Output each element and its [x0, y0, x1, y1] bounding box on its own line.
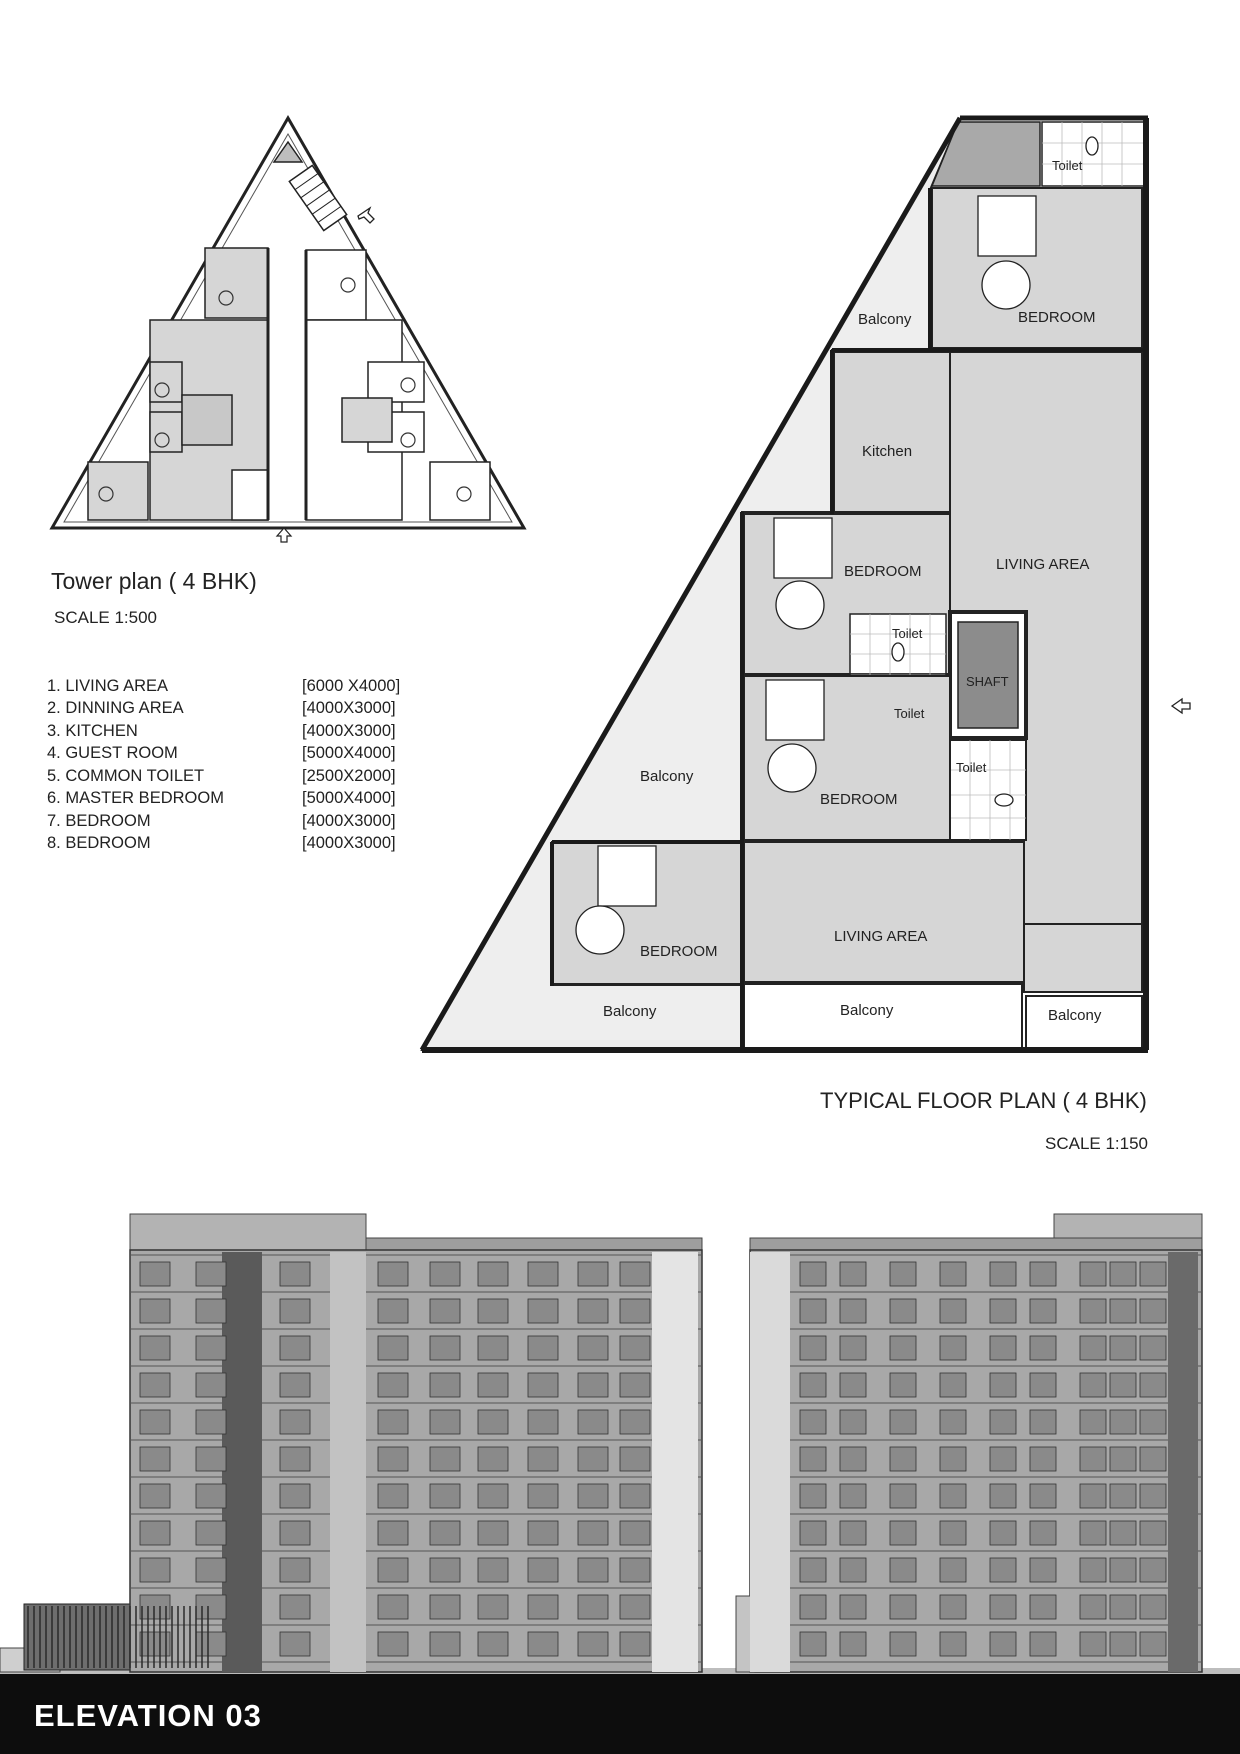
- window-bay: [990, 1299, 1016, 1323]
- window-bay: [478, 1447, 508, 1471]
- window-bay: [890, 1373, 916, 1397]
- tower-plan-scale: SCALE 1:500: [54, 608, 158, 627]
- window-bay: [1110, 1521, 1136, 1545]
- schedule-room-name: 3. KITCHEN: [47, 721, 138, 740]
- label-balcony-bottom-right: Balcony: [1048, 1007, 1102, 1024]
- label-shaft: SHAFT: [966, 674, 1009, 689]
- window-bay: [378, 1521, 408, 1545]
- window-bay: [1030, 1373, 1056, 1397]
- schedule-row: [47, 675, 447, 698]
- window-bay: [940, 1558, 966, 1582]
- window-bay: [140, 1558, 170, 1582]
- schedule-row: [47, 720, 447, 743]
- window-bay: [1030, 1410, 1056, 1434]
- window-bay: [378, 1595, 408, 1619]
- window-bay: [478, 1558, 508, 1582]
- schedule-row: [47, 743, 447, 766]
- window-bay: [800, 1521, 826, 1545]
- column-band: [330, 1252, 366, 1672]
- window-bay: [800, 1262, 826, 1286]
- schedule-room-size: [5000X4000]: [302, 744, 396, 763]
- window-bay: [1030, 1336, 1056, 1360]
- living-bottom-corner: [1024, 924, 1142, 992]
- corner-block: [932, 122, 1040, 186]
- window-bay: [378, 1632, 408, 1656]
- window-bay: [1030, 1262, 1056, 1286]
- window-bay: [840, 1299, 866, 1323]
- window-bay: [1080, 1521, 1106, 1545]
- window-bay: [940, 1521, 966, 1545]
- window-bay: [196, 1262, 226, 1286]
- window-bay: [478, 1484, 508, 1508]
- window-bay: [940, 1373, 966, 1397]
- schedule-room-name: 8. BEDROOM: [47, 834, 151, 853]
- window-bay: [1140, 1558, 1166, 1582]
- window-bay: [620, 1336, 650, 1360]
- window-bay: [1080, 1262, 1106, 1286]
- window-bay: [620, 1632, 650, 1656]
- window-bay: [1030, 1484, 1056, 1508]
- window-bay: [578, 1262, 608, 1286]
- toilet-c-wc-icon: [995, 794, 1013, 806]
- window-bay: [528, 1484, 558, 1508]
- window-bay: [620, 1484, 650, 1508]
- window-bay: [1080, 1373, 1106, 1397]
- window-bay: [1110, 1632, 1136, 1656]
- window-bay: [430, 1299, 460, 1323]
- living-area-bottom: [744, 842, 1024, 982]
- tower-left-wing: [88, 248, 268, 520]
- floor-plan-title: TYPICAL FLOOR PLAN ( 4 BHK): [820, 1088, 1147, 1113]
- window-bay: [1140, 1336, 1166, 1360]
- window-bay: [578, 1373, 608, 1397]
- white-bay: [750, 1252, 790, 1672]
- window-bay: [280, 1484, 310, 1508]
- window-bay: [140, 1521, 170, 1545]
- window-bay: [430, 1410, 460, 1434]
- window-bay: [1080, 1410, 1106, 1434]
- window-bay: [1080, 1484, 1106, 1508]
- window-bay: [990, 1595, 1016, 1619]
- label-toilet-c: Toilet: [956, 760, 987, 775]
- label-bedroom-bottom-left: BEDROOM: [640, 943, 718, 960]
- window-bay: [378, 1410, 408, 1434]
- window-bay: [578, 1299, 608, 1323]
- label-toilet-b: Toilet: [894, 706, 925, 721]
- window-bay: [378, 1299, 408, 1323]
- schedule-row: [47, 810, 447, 833]
- window-bay: [800, 1447, 826, 1471]
- window-bay: [940, 1410, 966, 1434]
- window-bay: [1110, 1410, 1136, 1434]
- window-bay: [840, 1410, 866, 1434]
- window-bay: [890, 1595, 916, 1619]
- schedule-row: [47, 788, 447, 811]
- window-bay: [478, 1410, 508, 1434]
- window-bay: [378, 1447, 408, 1471]
- window-bay: [1110, 1484, 1136, 1508]
- window-bay: [840, 1521, 866, 1545]
- window-bay: [1110, 1558, 1136, 1582]
- label-bedroom-top: BEDROOM: [1018, 309, 1096, 326]
- window-bay: [430, 1521, 460, 1545]
- window-bay: [196, 1299, 226, 1323]
- window-bay: [1080, 1632, 1106, 1656]
- schedule-row: [47, 765, 447, 788]
- window-bay: [620, 1410, 650, 1434]
- window-bay: [840, 1262, 866, 1286]
- window-bay: [140, 1410, 170, 1434]
- window-bay: [1140, 1595, 1166, 1619]
- window-bay: [1140, 1410, 1166, 1434]
- window-bay: [378, 1262, 408, 1286]
- window-bay: [478, 1373, 508, 1397]
- window-bay: [1110, 1299, 1136, 1323]
- window-bay: [280, 1447, 310, 1471]
- tower-arrow-icon: [358, 208, 374, 223]
- window-bay: [1110, 1447, 1136, 1471]
- window-bay: [280, 1336, 310, 1360]
- schedule-room-name: 5. COMMON TOILET: [47, 766, 205, 785]
- window-bay: [890, 1447, 916, 1471]
- window-bay: [1080, 1447, 1106, 1471]
- window-bay: [620, 1373, 650, 1397]
- window-bay: [1110, 1595, 1136, 1619]
- window-bay: [890, 1521, 916, 1545]
- window-bay: [140, 1336, 170, 1360]
- window-bay: [840, 1447, 866, 1471]
- schedule-room-size: [2500X2000]: [302, 766, 396, 785]
- window-bay: [528, 1336, 558, 1360]
- window-bay: [840, 1484, 866, 1508]
- window-bay: [280, 1262, 310, 1286]
- label-living-area-bottom: LIVING AREA: [834, 928, 928, 945]
- schedule-room-name: 6. MASTER BEDROOM: [47, 789, 224, 808]
- window-bay: [1140, 1373, 1166, 1397]
- window-bay: [430, 1484, 460, 1508]
- window-bay: [990, 1410, 1016, 1434]
- window-bay: [196, 1373, 226, 1397]
- window-bay: [196, 1521, 226, 1545]
- window-bay: [800, 1558, 826, 1582]
- window-bay: [990, 1336, 1016, 1360]
- window-bay: [1030, 1632, 1056, 1656]
- window-bay: [578, 1336, 608, 1360]
- window-bay: [1140, 1299, 1166, 1323]
- window-bay: [378, 1484, 408, 1508]
- label-toilet-top: Toilet: [1052, 158, 1083, 173]
- window-bay: [1030, 1447, 1056, 1471]
- window-bay: [478, 1262, 508, 1286]
- window-bay: [840, 1336, 866, 1360]
- window-bay: [840, 1558, 866, 1582]
- window-bay: [1080, 1558, 1106, 1582]
- label-balcony-top: Balcony: [858, 311, 912, 328]
- schedule-room-size: [4000X3000]: [302, 811, 396, 830]
- window-bay: [280, 1299, 310, 1323]
- window-bay: [578, 1558, 608, 1582]
- window-bay: [196, 1336, 226, 1360]
- window-bay: [578, 1521, 608, 1545]
- window-bay: [890, 1484, 916, 1508]
- window-bay: [478, 1632, 508, 1656]
- window-bay: [890, 1262, 916, 1286]
- entry-arrow-icon: [1172, 699, 1190, 713]
- window-bay: [1080, 1595, 1106, 1619]
- schedule-room-name: 2. DINNING AREA: [47, 699, 184, 718]
- schedule-room-size: [5000X4000]: [302, 789, 396, 808]
- window-bay: [578, 1595, 608, 1619]
- window-bay: [280, 1558, 310, 1582]
- tower-entry-arrow-icon: [277, 528, 291, 542]
- window-bay: [196, 1595, 226, 1619]
- window-bay: [890, 1410, 916, 1434]
- window-bay: [478, 1336, 508, 1360]
- window-bay: [840, 1632, 866, 1656]
- window-bay: [578, 1632, 608, 1656]
- window-bay: [990, 1632, 1016, 1656]
- window-bay: [840, 1373, 866, 1397]
- window-bay: [196, 1410, 226, 1434]
- window-bay: [140, 1484, 170, 1508]
- window-bay: [990, 1373, 1016, 1397]
- toilet-a-wc-icon: [892, 643, 904, 661]
- window-bay: [578, 1447, 608, 1471]
- window-bay: [280, 1595, 310, 1619]
- window-bay: [990, 1521, 1016, 1545]
- window-bay: [1140, 1632, 1166, 1656]
- window-bay: [890, 1558, 916, 1582]
- window-bay: [196, 1484, 226, 1508]
- toilet-c: [950, 740, 1026, 840]
- window-bay: [890, 1299, 916, 1323]
- schedule-row: [47, 698, 447, 721]
- window-bay: [1030, 1595, 1056, 1619]
- window-bay: [528, 1373, 558, 1397]
- window-bay: [528, 1595, 558, 1619]
- window-bay: [940, 1595, 966, 1619]
- window-bay: [1110, 1373, 1136, 1397]
- window-bay: [620, 1521, 650, 1545]
- window-bay: [940, 1299, 966, 1323]
- window-bay: [430, 1262, 460, 1286]
- window-bay: [1030, 1558, 1056, 1582]
- window-bay: [1140, 1447, 1166, 1471]
- window-bay: [378, 1373, 408, 1397]
- window-bay: [800, 1373, 826, 1397]
- window-bay: [478, 1521, 508, 1545]
- window-bay: [1140, 1262, 1166, 1286]
- window-bay: [1030, 1521, 1056, 1545]
- window-bay: [800, 1410, 826, 1434]
- window-bay: [800, 1632, 826, 1656]
- schedule-room-size: [4000X3000]: [302, 834, 396, 853]
- window-bay: [578, 1410, 608, 1434]
- window-bay: [280, 1632, 310, 1656]
- window-bay: [620, 1558, 650, 1582]
- window-bay: [140, 1447, 170, 1471]
- window-bay: [430, 1595, 460, 1619]
- window-bay: [890, 1336, 916, 1360]
- schedule-room-size: [4000X3000]: [302, 699, 396, 718]
- window-bay: [1110, 1336, 1136, 1360]
- window-bay: [890, 1632, 916, 1656]
- room-schedule: [47, 675, 447, 855]
- window-bay: [528, 1299, 558, 1323]
- tower-plan-drawing: [52, 118, 524, 542]
- schedule-row: [47, 833, 447, 856]
- tower-left-parapet: [130, 1214, 366, 1250]
- label-balcony-bottom-left: Balcony: [603, 1003, 657, 1020]
- label-bedroom-mid-lower: BEDROOM: [820, 791, 898, 808]
- window-bay: [990, 1447, 1016, 1471]
- toilet-top-wc-icon: [1086, 137, 1098, 155]
- window-bay: [1080, 1299, 1106, 1323]
- window-bay: [196, 1447, 226, 1471]
- label-toilet-a: Toilet: [892, 626, 923, 641]
- window-bay: [430, 1632, 460, 1656]
- schedule-room-name: 1. LIVING AREA: [47, 676, 169, 695]
- window-bay: [140, 1262, 170, 1286]
- window-bay: [528, 1632, 558, 1656]
- window-bay: [140, 1373, 170, 1397]
- label-balcony-left: Balcony: [640, 768, 694, 785]
- window-bay: [800, 1299, 826, 1323]
- window-bay: [940, 1484, 966, 1508]
- window-bay: [478, 1299, 508, 1323]
- window-bay: [140, 1299, 170, 1323]
- window-bay: [378, 1336, 408, 1360]
- label-balcony-bottom-mid: Balcony: [840, 1002, 894, 1019]
- window-bay: [430, 1558, 460, 1582]
- kitchen: [834, 352, 950, 512]
- white-bay: [652, 1252, 698, 1672]
- label-living-area-right: LIVING AREA: [996, 556, 1090, 573]
- glazing-strip: [222, 1252, 262, 1672]
- window-bay: [1140, 1484, 1166, 1508]
- window-bay: [620, 1299, 650, 1323]
- window-bay: [940, 1262, 966, 1286]
- window-bay: [430, 1336, 460, 1360]
- window-bay: [940, 1632, 966, 1656]
- elevation-drawing: [0, 1214, 1240, 1674]
- window-bay: [800, 1595, 826, 1619]
- window-bay: [800, 1484, 826, 1508]
- window-bay: [430, 1447, 460, 1471]
- window-bay: [990, 1484, 1016, 1508]
- window-bay: [280, 1410, 310, 1434]
- tower-plan-title: Tower plan ( 4 BHK): [51, 568, 257, 594]
- window-bay: [378, 1558, 408, 1582]
- window-bay: [430, 1373, 460, 1397]
- window-bay: [620, 1447, 650, 1471]
- window-bay: [800, 1336, 826, 1360]
- schedule-room-name: 7. BEDROOM: [47, 811, 151, 830]
- label-kitchen: Kitchen: [862, 443, 913, 460]
- window-bay: [1080, 1336, 1106, 1360]
- window-bay: [990, 1262, 1016, 1286]
- window-bay: [528, 1521, 558, 1545]
- tower-right-parapet: [1054, 1214, 1202, 1238]
- window-bay: [620, 1262, 650, 1286]
- label-bedroom-mid: BEDROOM: [844, 563, 922, 580]
- elevation-title: ELEVATION 03: [34, 1698, 262, 1733]
- window-bay: [280, 1373, 310, 1397]
- window-bay: [528, 1447, 558, 1471]
- window-bay: [1110, 1262, 1136, 1286]
- window-bay: [196, 1558, 226, 1582]
- window-bay: [280, 1521, 310, 1545]
- schedule-room-size: [4000X3000]: [302, 721, 396, 740]
- window-bay: [528, 1558, 558, 1582]
- glazing-strip: [1168, 1252, 1198, 1672]
- schedule-room-name: 4. GUEST ROOM: [47, 744, 178, 763]
- window-bay: [528, 1262, 558, 1286]
- schedule-room-size: [6000 X4000]: [302, 676, 401, 695]
- window-bay: [940, 1336, 966, 1360]
- window-bay: [478, 1595, 508, 1619]
- floor-plan-scale: SCALE 1:150: [1045, 1134, 1149, 1153]
- tower-right-wing: [306, 250, 490, 520]
- typical-floor-plan-drawing: [422, 118, 1190, 1050]
- window-bay: [1030, 1299, 1056, 1323]
- window-bay: [840, 1595, 866, 1619]
- window-bay: [196, 1632, 226, 1656]
- window-bay: [578, 1484, 608, 1508]
- window-bay: [940, 1447, 966, 1471]
- window-bay: [528, 1410, 558, 1434]
- window-bay: [990, 1558, 1016, 1582]
- window-bay: [620, 1595, 650, 1619]
- window-bay: [1140, 1521, 1166, 1545]
